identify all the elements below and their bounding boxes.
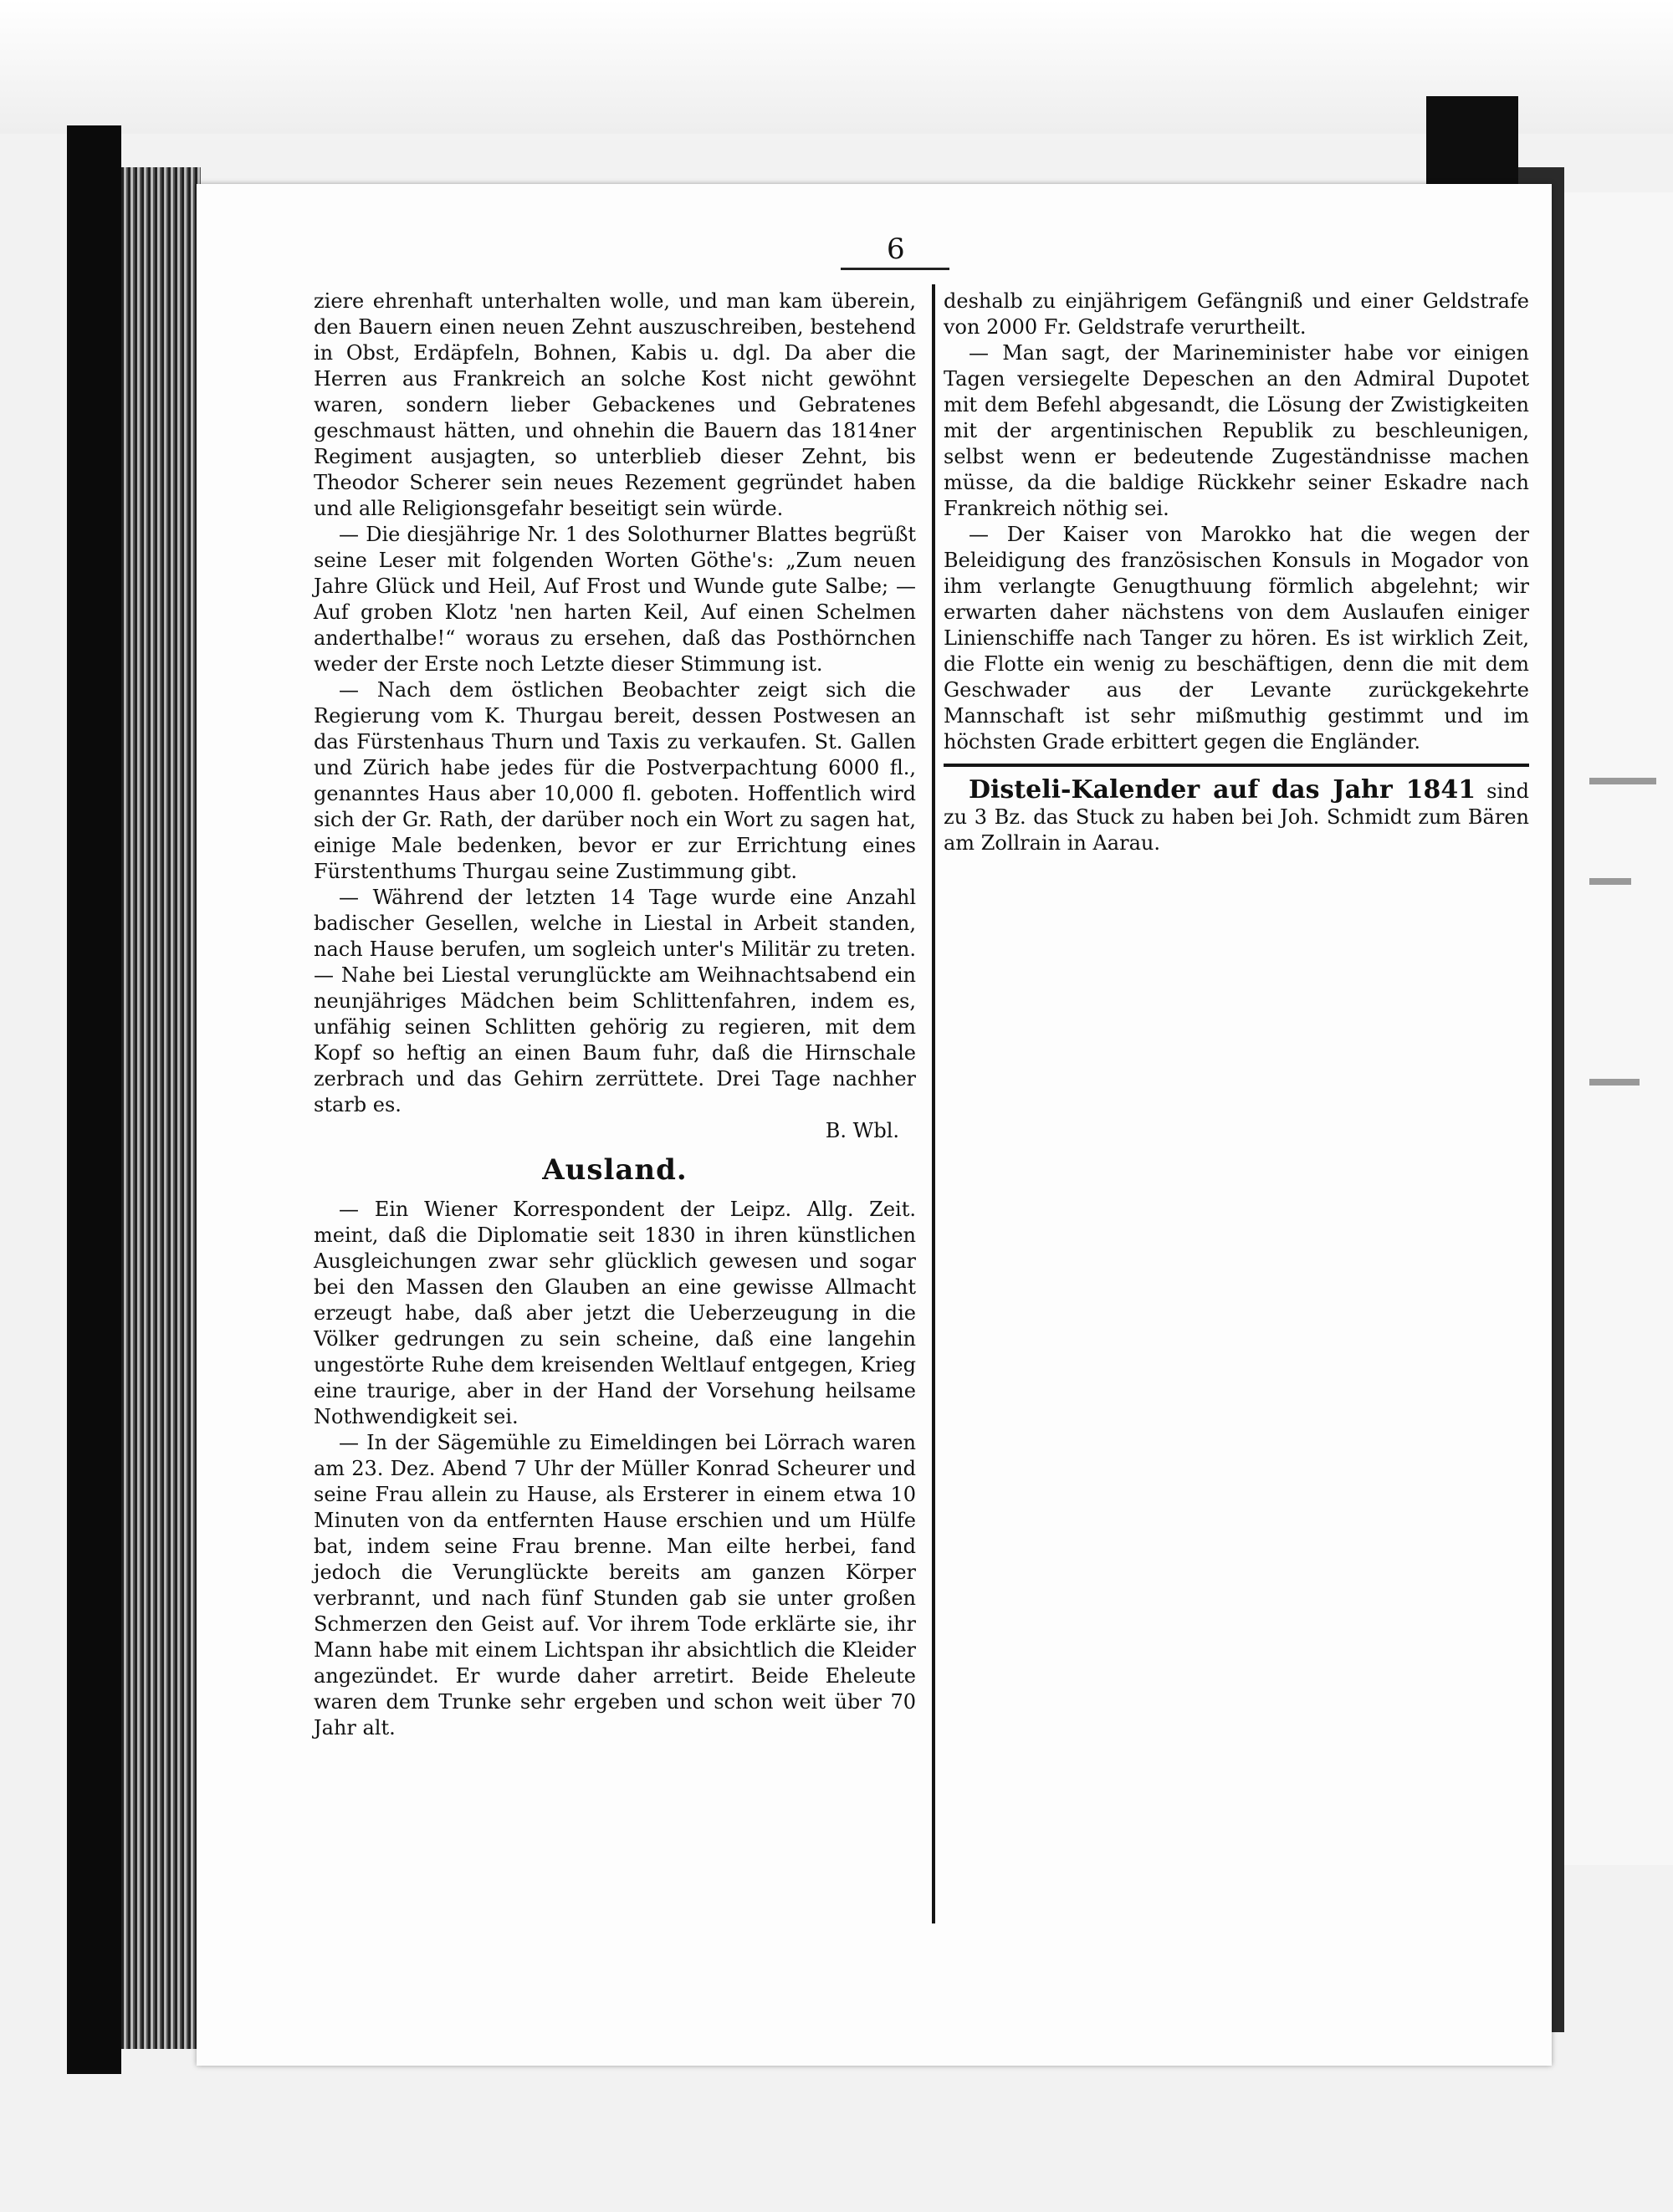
column-divider — [932, 284, 935, 1923]
article-paragraph: — Die diesjährige Nr. 1 des Solothurner Blattes begrüßt seine Leser mit folgenden Worten Göthe's: „Zum neuen Jahre Glück und Heil, Auf Frost und Wunde gute Salbe; — Auf groben Klotz 'nen harten Keil, Auf einen Schelmen anderthalbe!“ woraus zu ersehen, daß das Posthörnchen weder der Erste noch Letzte dieser Stimmung ist. — [314, 523, 916, 676]
advertisement — [944, 777, 1529, 856]
scan-background — [0, 0, 1673, 134]
page-number-rule — [841, 268, 949, 270]
article-paragraph: ziere ehrenhaft unterhalten wolle, und man kam überein, den Bauern einen neuen Zehnt auszuschreiben, bestehend in Obst, Erdäpfeln, Bohnen, Kabis u. dgl. Da aber die Herren aus Frankreich an solche Kost nicht gewöhnt waren, sondern lieber Gebackenes und Gebratenes geschmaust hätten, und ohnehin die Bauern das 1814ner Regiment ausjagten, so unterblieb dieser Zehnt, bis Theodor Scherer sein neues Rezement gegründet haben und alle Religionsgefahr beseitigt sein würde. — [314, 289, 916, 520]
article-paragraph: — Ein Wiener Korrespondent der Leipz. Allg. Zeit. meint, daß die Diplomatie seit 1830 in ihren künstlichen Ausgleichungen zwar sehr glücklich gewesen und sogar bei den Massen den Glauben an eine gewisse Allmacht erzeugt habe, daß aber jetzt die Ueberzeugung in die Völker gedrungen zu sein scheine, daß eine langehin ungestörte Ruhe dem kreisenden Weltlauf entgegen, Krieg eine traurige, aber in der Hand der Vorsehung heilsame Nothwendigkeit sei. — [314, 1198, 916, 1428]
adjacent-text-fragment — [1589, 878, 1631, 885]
left-page-edges — [121, 167, 201, 2049]
adjacent-text-fragment — [1589, 1079, 1640, 1086]
right-column — [944, 289, 1529, 856]
article-paragraph: — Der Kaiser von Marokko hat die wegen der Beleidigung des französischen Konsuls in Mogador von ihm verlangte Genugthuung förmlich abgelehnt; wir erwarten daher nächstens von dem Auslaufen einiger Linienschiffe nach Tanger zu hören. Es ist wirklich Zeit, die Flotte ein wenig zu beschäftigen, denn die mit dem Geschwader aus der Levante zurückgekehrte Mannschaft ist sehr mißmuthig gestimmt und im höchsten Grade erbittert gegen die Engländer. — [944, 523, 1529, 754]
adjacent-text-fragment — [1589, 778, 1656, 784]
article-paragraph: — Man sagt, der Marineminister habe vor einigen Tagen versiegelte Depeschen an den Admiral Dupotet mit dem Befehl abgesandt, die Lösung der Zwistigkeiten mit der argentinischen Republik zu beschleunigen, selbst wenn er bedeutende Zugeständnisse machen müsse, da die baldige Rückkehr seiner Eskadre nach Frankreich nöthig sei. — [944, 341, 1529, 520]
advertisement-text: sind zu 3 Bz. das Stuck zu haben bei Joh. Schmidt zum Bären am Zollrain in Aarau. — [944, 779, 1529, 855]
left-binding — [67, 125, 121, 2074]
article-paragraph: — In der Sägemühle zu Eimeldingen bei Lörrach waren am 23. Dez. Abend 7 Uhr der Müller Konrad Scheurer und seine Frau allein zu Hause, als Ersterer in einem etwa 10 Minuten von da entfernten Hause erschien und um Hülfe bat, indem seine Frau brenne. Man eilte herbei, fand jedoch die Verunglückte bereits am ganzen Körper verbrannt, und nach fünf Stunden gab sie unter großen Schmerzen den Geist auf. Vor ihrem Tode erklärte sie, ihr Mann habe mit einem Lichtspan ihr absichtlich die Kleider angezündet. Er wurde daher arretirt. Beide Eheleute waren dem Trunke sehr ergeben und schon weit über 70 Jahr alt. — [314, 1431, 916, 1739]
source-signature: B. Wbl. — [825, 1119, 899, 1142]
article-paragraph: — Nach dem östlichen Beobachter zeigt sich die Regierung vom K. Thurgau bereit, dessen Postwesen an das Fürstenhaus Thurn und Taxis zu verkaufen. St. Gallen und Zürich habe jedes für die Postverpachtung 6000 fl., genanntes Haus aber 10,000 fl. geboten. Hoffentlich wird sich der Gr. Rath, der darüber noch ein Wort zu sagen hat, einige Male bedenken, bevor er zur Errichtung eines Fürstenthums Thurgau seine Zustimmung gibt. — [314, 678, 916, 883]
left-column — [314, 289, 916, 1741]
advertisement-title: Disteli-Kalender auf das Jahr 1841 — [969, 775, 1476, 805]
adjacent-page-fragment — [1564, 192, 1673, 1865]
article-paragraph: — Während der letzten 14 Tage wurde eine Anzahl badischer Gesellen, welche in Liestal in Arbeit standen, nach Hause berufen, um sogleich unter's Militär zu treten. — Nahe bei Liestal verunglückte am Weihnachtsabend ein neunjähriges Mädchen beim Schlittenfahren, indem es, unfähig seinen Schlitten gehörig zu regieren, mit dem Kopf so heftig an einen Baum fuhr, daß die Hirnschale zerbrach und das Gehirn zerrüttete. Drei Tage nachher starb es. — [314, 886, 916, 1116]
page-number: 6 — [887, 232, 905, 266]
article-paragraph: deshalb zu einjährigem Gefängniß und einer Geldstrafe von 2000 Fr. Geldstrafe verurtheilt. — [944, 289, 1529, 339]
advertisement-rule — [944, 764, 1529, 767]
section-heading-ausland: Ausland. — [542, 1153, 688, 1187]
